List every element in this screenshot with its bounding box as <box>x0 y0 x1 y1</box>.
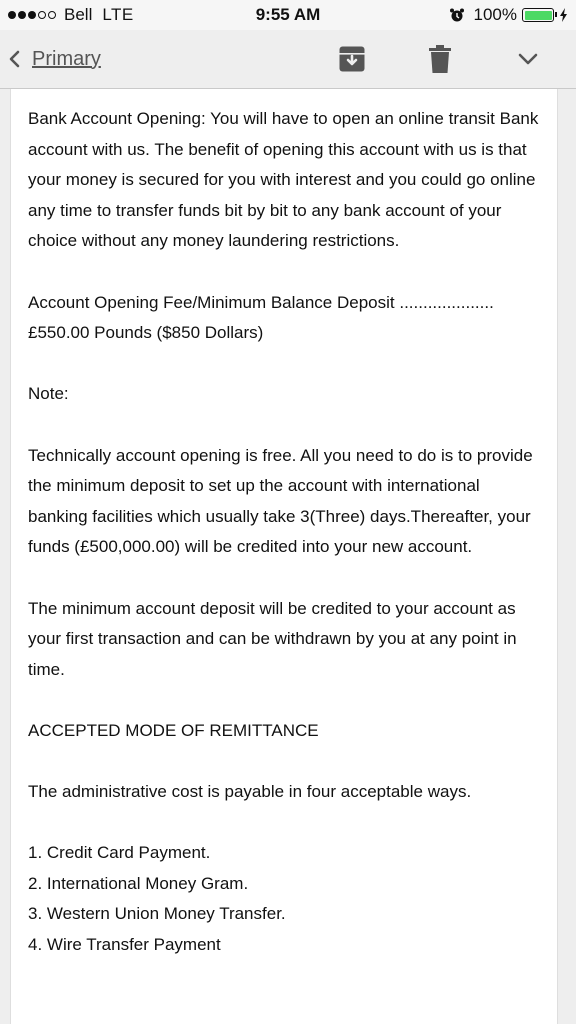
chevron-down-icon <box>518 53 538 65</box>
status-bar <box>0 0 576 30</box>
payment-methods-list <box>28 838 543 960</box>
carrier-name: Bell <box>64 5 93 24</box>
email-paragraph-fee: Account Opening Fee/Minimum Balance Deposit .................... £550.00 Pounds ($850 Dollars) <box>28 292 494 343</box>
list-item: 1. Credit Card Payment. <box>28 843 211 863</box>
archive-icon <box>339 46 365 72</box>
status-right <box>449 5 568 25</box>
list-item: 2. International Money Gram. <box>28 873 249 893</box>
email-paragraph-minimum-deposit: The minimum account deposit will be credited to your account as your first transaction and can be withdrawn by you at any point in time. <box>28 598 517 679</box>
email-body <box>10 89 558 1024</box>
trash-icon <box>429 45 451 73</box>
email-paragraph-note-heading: Note: <box>28 384 69 404</box>
email-paragraph-remittance-heading: ACCEPTED MODE OF REMITTANCE <box>28 720 319 740</box>
email-paragraph-technically-free: Technically account opening is free. All you need to do is to provide the minimum deposit to set up the account with international banking facilities which usually take 3(Three) days.Thereafter, your funds (£500,000.00) will be credited into your new account. <box>28 445 533 557</box>
nav-bar <box>0 30 576 89</box>
network-type: LTE <box>102 5 134 24</box>
email-paragraph-administrative-cost: The administrative cost is payable in four acceptable ways. <box>28 782 472 802</box>
list-item: 4. Wire Transfer Payment <box>28 935 221 955</box>
archive-button[interactable] <box>337 44 367 74</box>
trash-button[interactable] <box>425 44 455 74</box>
email-paragraph-bank-account-opening: Bank Account Opening: You will have to open an online transit Bank account with us. The benefit of opening this account with us is that your money is secured for you with interest and you could go online any time to transfer funds bit by bit to any bank account of your choice without any money laundering restrictions. <box>28 109 539 251</box>
more-options-button[interactable] <box>513 44 543 74</box>
battery-icon <box>522 8 554 22</box>
battery-fill <box>525 11 552 20</box>
charging-bolt-icon <box>559 8 568 22</box>
chevron-left-icon <box>8 50 22 68</box>
battery-percentage: 100% <box>473 5 517 24</box>
status-time: 9:55 AM <box>255 5 321 24</box>
back-button[interactable] <box>8 44 101 74</box>
alarm-clock-icon <box>449 7 465 23</box>
back-label: Primary <box>32 47 101 70</box>
list-item: 3. Western Union Money Transfer. <box>28 904 286 924</box>
email-scroll-area[interactable] <box>0 89 576 1024</box>
